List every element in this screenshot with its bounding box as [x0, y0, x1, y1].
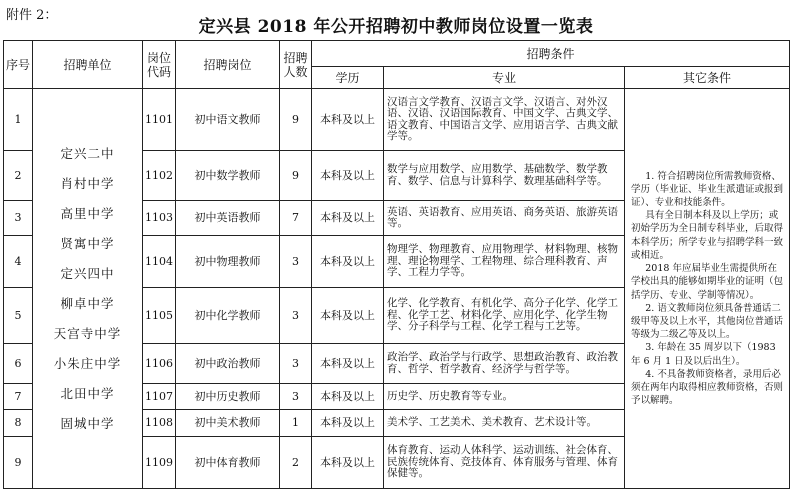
header-seq: 序号 [4, 41, 33, 89]
row-position: 初中英语教师 [176, 201, 280, 236]
row-code: 1109 [143, 437, 176, 489]
row-position: 初中历史教师 [176, 384, 280, 410]
header-conditions: 招聘条件 [312, 41, 790, 67]
row-count: 1 [280, 410, 312, 437]
unit-name: 固城中学 [60, 415, 115, 431]
row-code: 1101 [143, 89, 176, 151]
row-position: 初中语文教师 [176, 89, 280, 151]
page-title: 定兴县 2018 年公开招聘初中教师岗位设置一览表 [198, 17, 594, 37]
header-position: 招聘岗位 [176, 41, 280, 89]
row-count: 9 [280, 89, 312, 151]
row-seq: 4 [4, 236, 33, 288]
row-major: 体育教育、运动人体科学、运动训练、社会体育、民族传统体育、竞技体育、体育服务与管理、体育保健等。 [384, 437, 625, 489]
row-position: 初中数学教师 [176, 151, 280, 201]
row-count: 7 [280, 201, 312, 236]
row-seq: 3 [4, 201, 33, 236]
unit-name: 天宫寺中学 [53, 325, 122, 341]
row-count: 2 [280, 437, 312, 489]
row-edu: 本科及以上 [312, 89, 384, 151]
row-major: 物理学、物理教育、应用物理学、材料物理、核物理、理论物理学、工程物理、综合理科教育、声学、工程力学等。 [384, 236, 625, 288]
unit-name: 柳卓中学 [60, 295, 115, 311]
row-edu: 本科及以上 [312, 236, 384, 288]
row-seq: 9 [4, 437, 33, 489]
row-seq: 1 [4, 89, 33, 151]
row-count: 3 [280, 288, 312, 344]
row-seq: 6 [4, 344, 33, 384]
row-count: 9 [280, 151, 312, 201]
row-major: 历史学、历史教育等专业。 [384, 384, 625, 410]
row-position: 初中美术教师 [176, 410, 280, 437]
header-major: 专业 [384, 67, 625, 89]
header-edu: 学历 [312, 67, 384, 89]
row-seq: 8 [4, 410, 33, 437]
row-code: 1104 [143, 236, 176, 288]
row-edu: 本科及以上 [312, 384, 384, 410]
row-code: 1107 [143, 384, 176, 410]
row-major: 汉语言文学教育、汉语言文学、汉语言、对外汉语、汉语、汉语国际教育、中国文学、古典文学、语文教育、中国语言文学、应用语言学、古典文献学等。 [384, 89, 625, 151]
unit-name: 北田中学 [60, 385, 115, 401]
unit-name: 定兴四中 [60, 265, 115, 281]
table-row [4, 89, 790, 151]
row-edu: 本科及以上 [312, 410, 384, 437]
unit-name: 定兴二中 [60, 145, 115, 161]
row-code: 1102 [143, 151, 176, 201]
row-seq: 5 [4, 288, 33, 344]
row-position: 初中体育教师 [176, 437, 280, 489]
row-count: 3 [280, 384, 312, 410]
unit-name: 贤寓中学 [60, 235, 115, 251]
row-edu: 本科及以上 [312, 344, 384, 384]
condition-item: 2. 语文教师岗位须具备普通话二级甲等及以上水平，其他岗位普通话等级为二级乙等及以上。 [631, 302, 784, 341]
row-code: 1105 [143, 288, 176, 344]
units-cell [33, 89, 143, 489]
row-major: 美术学、工艺美术、美术教育、艺术设计等。 [384, 410, 625, 437]
row-position: 初中政治教师 [176, 344, 280, 384]
row-seq: 2 [4, 151, 33, 201]
row-edu: 本科及以上 [312, 437, 384, 489]
row-code: 1108 [143, 410, 176, 437]
condition-item: 2018 年应届毕业生需提供所在学校出具的能够如期毕业的证明（包括学历、专业、学制等情况）。 [631, 263, 784, 301]
other-conditions-cell [625, 89, 790, 489]
row-edu: 本科及以上 [312, 201, 384, 236]
condition-item: 1. 符合招聘岗位所需教师资格、学历（毕业证、毕业生派遣证或报到证）、专业和技能条件。 [631, 170, 784, 209]
unit-name: 肖村中学 [60, 175, 115, 191]
header-other: 其它条件 [625, 67, 790, 89]
recruitment-table [3, 40, 790, 489]
row-position: 初中物理教师 [176, 236, 280, 288]
row-code: 1106 [143, 344, 176, 384]
condition-item: 具有全日制本科及以上学历；或初始学历为全日制专科毕业，后取得本科学历；所学专业与招聘学科一致或相近。 [631, 210, 784, 261]
row-count: 3 [280, 236, 312, 288]
header-unit: 招聘单位 [33, 41, 143, 89]
row-edu: 本科及以上 [312, 288, 384, 344]
unit-name: 高里中学 [60, 205, 115, 221]
condition-item: 4. 不具备教师资格者，录用后必须在两年内取得相应教师资格，否则予以解聘。 [631, 368, 784, 407]
row-major: 化学、化学教育、有机化学、高分子化学、化学工程、化学工艺、材料化学、应用化学、化学生物学、分子科学与工程、化学工程与工艺等。 [384, 288, 625, 344]
row-major: 政治学、政治学与行政学、思想政治教育、政治教育、哲学、哲学教育、经济学与哲学等。 [384, 344, 625, 384]
condition-item: 3. 年龄在 35 周岁以下（1983 年 6 月 1 日及以后出生）。 [631, 342, 776, 367]
row-edu: 本科及以上 [312, 151, 384, 201]
row-code: 1103 [143, 201, 176, 236]
row-position: 初中化学教师 [176, 288, 280, 344]
row-major: 数学与应用数学、应用数学、基础数学、数学教育、数学、信息与计算科学、数理基础科学等。 [384, 151, 625, 201]
attachment-label: 附件 2： [6, 8, 58, 23]
row-major: 英语、英语教育、应用英语、商务英语、旅游英语等。 [384, 201, 625, 236]
unit-name: 小朱庄中学 [53, 355, 122, 371]
row-count: 3 [280, 344, 312, 384]
row-seq: 7 [4, 384, 33, 410]
header-code: 岗位代码 [143, 41, 176, 89]
header-count: 招聘人数 [280, 41, 312, 89]
